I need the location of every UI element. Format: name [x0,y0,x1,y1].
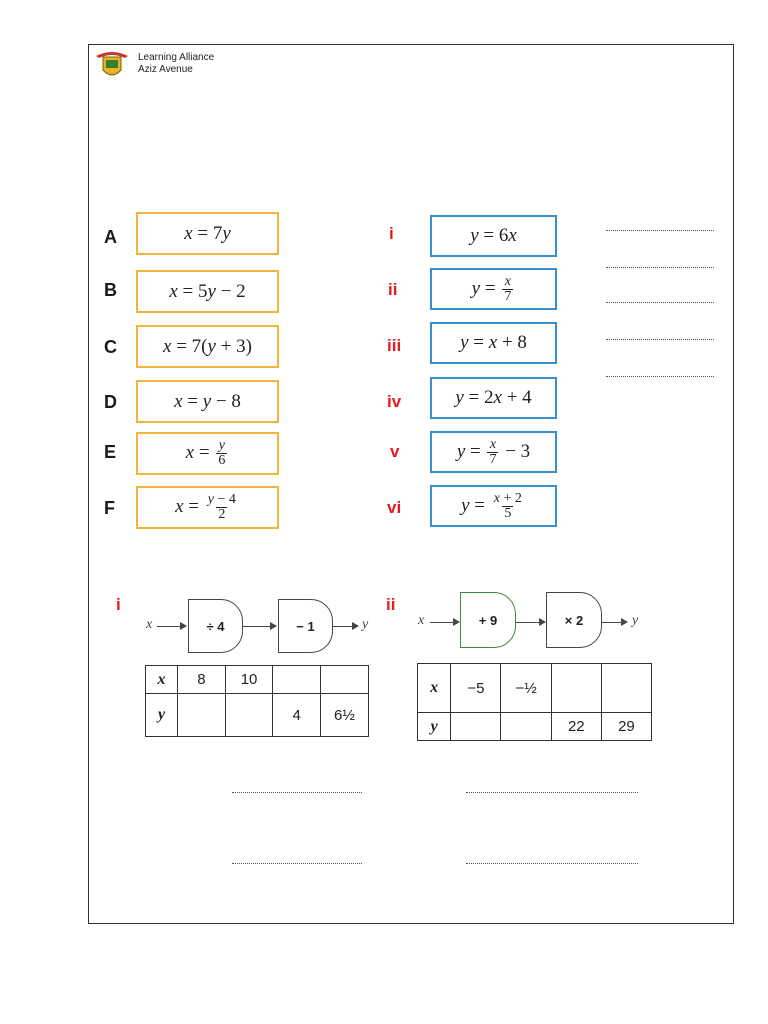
answer-line[interactable] [232,863,362,864]
answer-line[interactable] [466,792,638,793]
table-header-x: x [418,664,451,713]
table-cell[interactable] [320,666,368,694]
table-cell[interactable] [601,664,651,713]
machine-ii-output: y [632,613,639,628]
letter-c: C [104,337,117,357]
school-name-line2: Aziz Avenue [138,64,193,75]
arrow [243,626,271,627]
equation-a: x = 7y [136,212,279,255]
table-cell[interactable] [551,664,601,713]
numeral-v: v [390,442,400,461]
equation-vi: y = $\frac{x + 2}{5}$ [430,485,557,527]
arrow [157,626,181,627]
school-name [138,52,214,76]
equation-iv: y = 2x + 4 [430,377,557,419]
arrowhead [352,622,359,630]
numeral-iv: iv [387,392,402,411]
arrowhead [539,618,546,626]
letter-f: F [104,498,115,518]
table-cell: 10 [225,666,273,694]
table-cell[interactable] [178,694,226,737]
table-cell: −5 [451,664,501,713]
school-logo [92,48,132,82]
machine-ii-step1: + 9 [460,592,516,648]
answer-line[interactable] [466,863,638,864]
equation-f: x = $\frac{y - 4}{2}$ [136,486,279,529]
table-cell: 8 [178,666,226,694]
arrow [516,622,540,623]
arrowhead [453,618,460,626]
equation-b: x = 5y − 2 [136,270,279,313]
table-cell: 6½ [320,694,368,737]
equation-c: x = 7(y + 3) [136,325,279,368]
table-cell: 29 [601,713,651,741]
answer-line[interactable] [606,267,714,268]
equation-v: y = $\frac{x}{7}$ − 3 [430,431,557,473]
table-cell[interactable] [501,713,551,741]
arrow [430,622,454,623]
table-cell: −½ [501,664,551,713]
arrowhead [180,622,187,630]
table-header-y: y [146,694,178,737]
table-cell[interactable] [225,694,273,737]
machine-i-output: y [362,617,369,632]
answer-line[interactable] [606,302,714,303]
answer-line[interactable] [606,339,714,340]
machine-ii-step2: × 2 [546,592,602,648]
numeral-iii: iii [387,336,402,355]
school-name-line1: Learning Alliance [138,52,215,63]
function-table-ii [417,663,652,741]
machine-i-step2: − 1 [278,599,333,653]
machine-label-i: i [116,595,121,614]
machine-i-input: x [146,617,153,632]
equation-i: y = 6x [430,215,557,257]
arrowhead [270,622,277,630]
arrowhead [621,618,628,626]
table-header-y: y [418,713,451,741]
equation-d: x = y − 8 [136,380,279,423]
answer-line[interactable] [232,792,362,793]
arrow [602,622,622,623]
machine-ii-input: x [418,613,425,628]
table-cell[interactable] [273,666,321,694]
answer-line[interactable] [606,230,714,231]
numeral-vi: vi [387,498,402,517]
equation-ii: y = $\frac{x}{7}$ [430,268,557,310]
table-cell: 22 [551,713,601,741]
table-cell[interactable] [451,713,501,741]
table-cell: 4 [273,694,321,737]
equation-e: x = $\frac{y}{6}$ [136,432,279,475]
letter-d: D [104,392,117,412]
answer-line[interactable] [606,376,714,377]
letter-b: B [104,280,117,300]
numeral-i: i [389,224,394,243]
machine-label-ii: ii [386,595,396,614]
function-table-i [145,665,369,737]
arrow [333,626,353,627]
machine-i-step1: ÷ 4 [188,599,243,653]
letter-a: A [104,227,117,247]
numeral-ii: ii [388,280,398,299]
letter-e: E [104,442,117,462]
equation-iii: y = x + 8 [430,322,557,364]
table-header-x: x [146,666,178,694]
